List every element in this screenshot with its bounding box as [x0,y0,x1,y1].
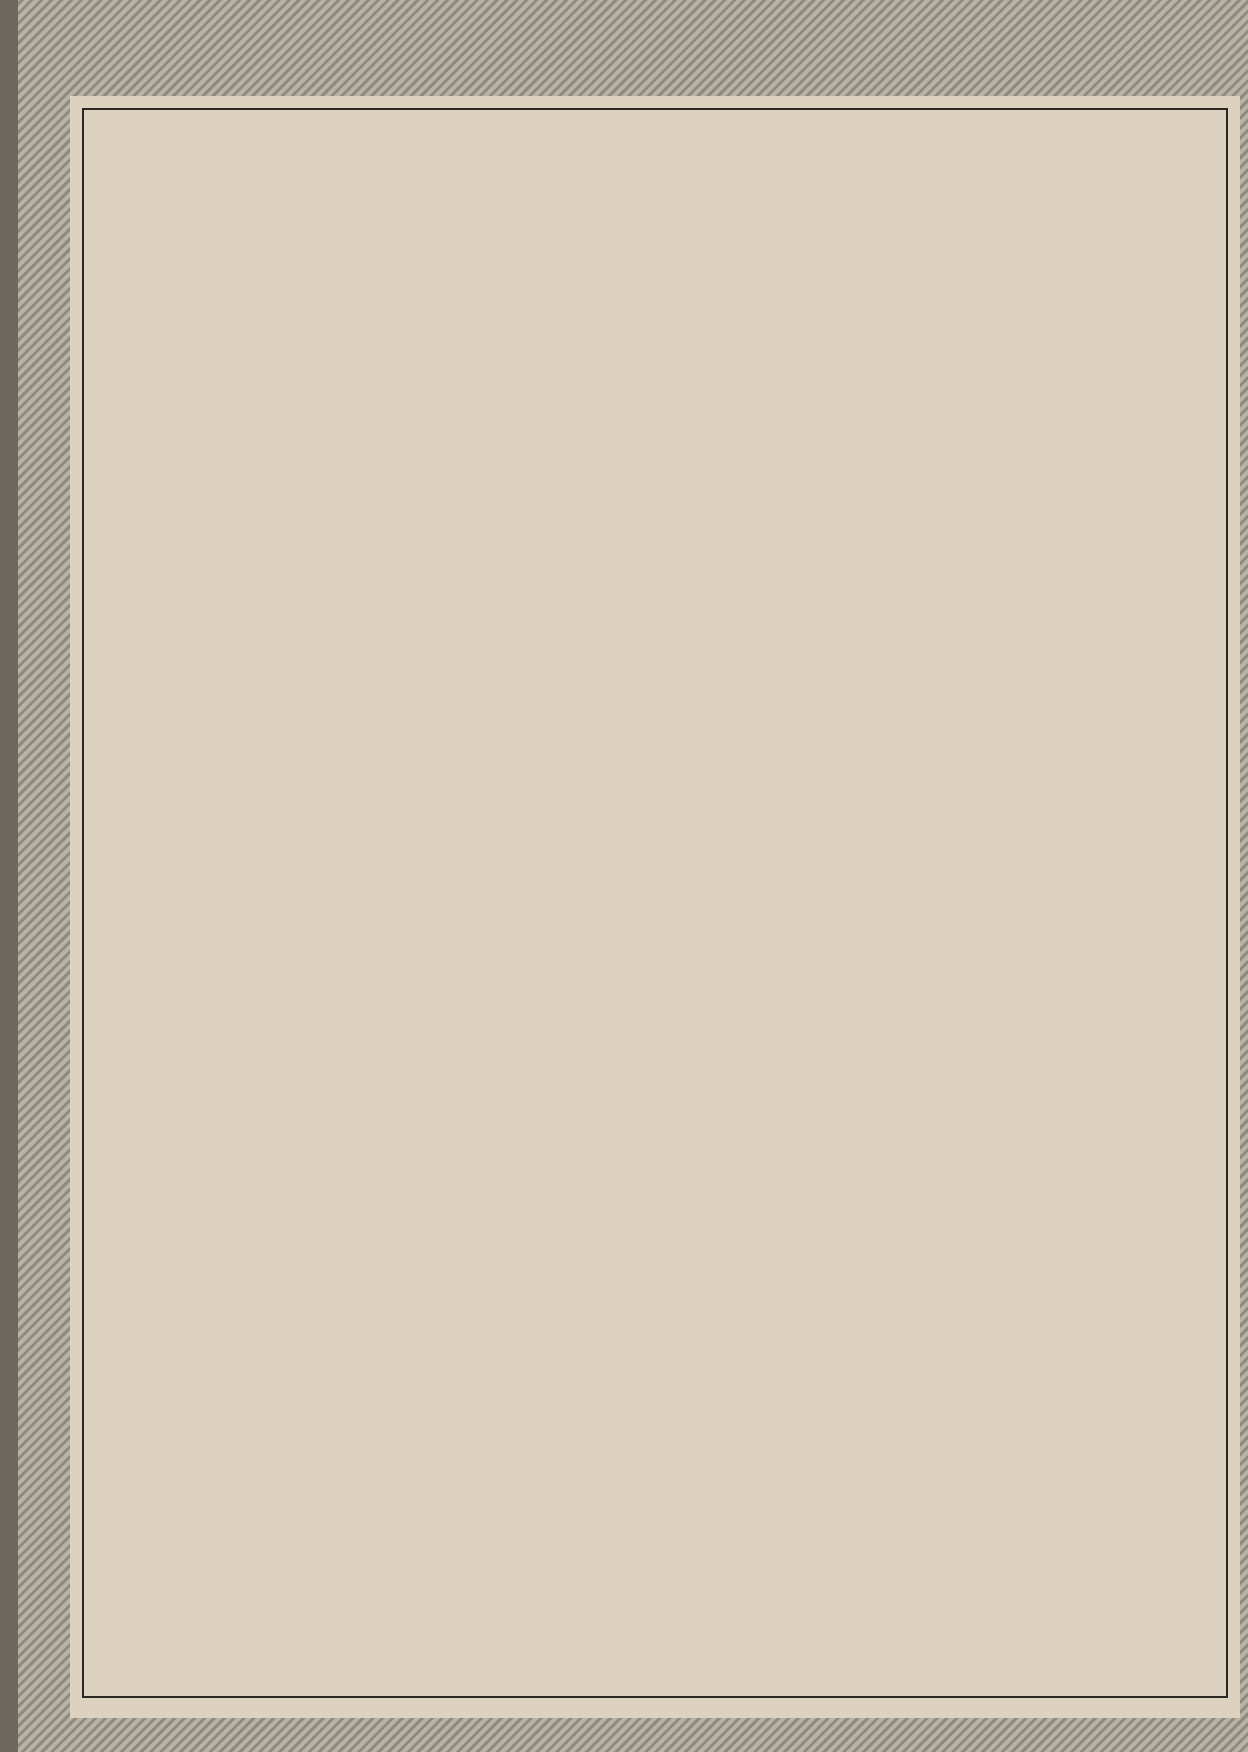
page-footer [0,1722,1248,1752]
page-binding [0,0,18,1752]
content-frame [82,108,1228,1698]
